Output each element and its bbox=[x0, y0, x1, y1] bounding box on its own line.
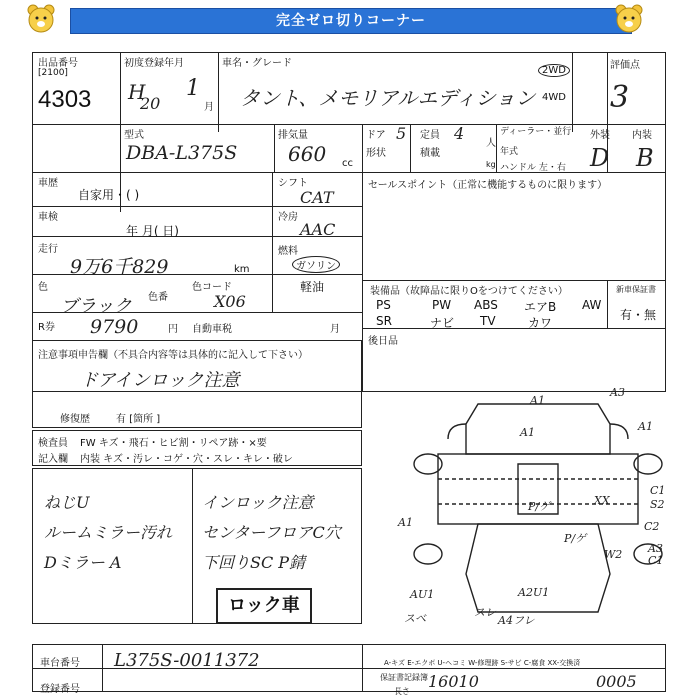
history-reg-value: 自家用・( ) bbox=[78, 188, 140, 202]
after-label: 後日品 bbox=[368, 336, 398, 347]
disp-value: 660 bbox=[288, 142, 327, 166]
diagram-label-p2: P/ゲ bbox=[564, 532, 587, 545]
lot-label: 出品番号 bbox=[38, 58, 78, 69]
load-unit: kg bbox=[486, 160, 496, 169]
shift-value: CAT bbox=[300, 188, 334, 207]
footer-val-1: 16010 bbox=[428, 672, 479, 691]
inspector-row2: 内装 キズ・汚レ・コゲ・穴・スレ・キレ・破レ bbox=[80, 454, 293, 465]
tax-label: 自動車税 bbox=[192, 324, 232, 335]
cert-label: 保証書記録簿 bbox=[380, 673, 428, 682]
inspection-value: 年 月( 日) bbox=[126, 224, 179, 238]
equip-airbag: エアB bbox=[524, 300, 557, 314]
remark-left-2: ルームミラー汚れ bbox=[44, 523, 173, 542]
equip-abs: ABS bbox=[474, 298, 498, 312]
chassis-value: L375S-0011372 bbox=[114, 650, 260, 671]
shape-label: 形状 bbox=[366, 148, 386, 159]
chassis-label: 車台番号 bbox=[40, 658, 80, 669]
color-label: 色 bbox=[38, 282, 48, 293]
inspector-label2: 記入欄 bbox=[38, 454, 68, 465]
remark-left-1: ねじU bbox=[44, 493, 90, 512]
repair-label: 修復歴 bbox=[60, 414, 90, 425]
int-value: B bbox=[636, 144, 654, 172]
diagram-label-a2u1: A2U1 bbox=[518, 586, 550, 599]
shift-label: シフト bbox=[278, 178, 308, 189]
repair-value: 有 [箇所 ] bbox=[116, 414, 161, 425]
year-label: 年式 bbox=[500, 147, 519, 157]
bear-mascot-icon bbox=[24, 3, 58, 37]
diagram-label-a1-left: A1 bbox=[398, 516, 413, 529]
disp-unit: cc bbox=[342, 158, 353, 169]
inspector-row1: FW キズ・飛石・ヒビ割・リペア跡・×要 bbox=[80, 438, 267, 449]
dealer-label: ディーラー・並行 bbox=[500, 127, 572, 137]
model-label: 車名・グレード bbox=[222, 58, 292, 69]
reg-year: 20 bbox=[140, 94, 161, 113]
mileage-value: 9万6千829 bbox=[70, 256, 169, 278]
mileage-unit: km bbox=[234, 264, 250, 275]
new-car-label: 新車保証書 bbox=[616, 285, 656, 294]
remark-right-1: インロック注意 bbox=[202, 493, 314, 512]
reg-month-unit: 月 bbox=[204, 102, 214, 113]
rating-label: 評価点 bbox=[610, 60, 640, 71]
diagram-label-c2: C2 bbox=[644, 520, 660, 533]
type-value: DBA-L375S bbox=[126, 142, 238, 164]
mileage-label: 走行 bbox=[38, 244, 58, 255]
reg-era: H bbox=[128, 80, 146, 104]
reg-label: 初度登録年月 bbox=[124, 58, 184, 69]
length-label: 長さ bbox=[394, 687, 410, 696]
rating-value: 3 bbox=[610, 80, 630, 115]
reg-no-label: 登録番号 bbox=[40, 684, 80, 695]
fuel-value: ガソリン bbox=[292, 256, 340, 273]
diagram-label-sube: スベ bbox=[404, 612, 426, 624]
diagram-label-au1: AU1 bbox=[410, 588, 435, 601]
tax-month-unit: 月 bbox=[330, 324, 340, 335]
color-no-label: 色番 bbox=[148, 292, 168, 303]
handle-label: ハンドル 左・右 bbox=[500, 163, 566, 173]
diagram-label-a3: A3 bbox=[648, 542, 663, 555]
drive-4wd: 4WD bbox=[542, 92, 566, 103]
history-reg-label: 車歴 bbox=[38, 178, 58, 189]
diagram-label-a4: A4フレ bbox=[498, 614, 535, 624]
int-label: 内装 bbox=[632, 130, 652, 141]
ext-label: 外装 bbox=[590, 130, 610, 141]
color-value: ブラック bbox=[60, 296, 132, 317]
sales-point-label: セールスポイント（正常に機能するものに限ります） bbox=[368, 180, 608, 191]
type-label: 型式 bbox=[124, 130, 144, 141]
diagram-label-p1: P/ゲ bbox=[528, 500, 551, 513]
equip-sr: SR bbox=[376, 314, 392, 328]
cap-label: 定員 bbox=[420, 130, 440, 141]
door-label: ドア bbox=[366, 130, 386, 141]
equip-aw: AW bbox=[582, 298, 602, 312]
load-label: 積載 bbox=[420, 148, 440, 159]
recycle-value: 9790 bbox=[90, 316, 139, 338]
ac-label: 冷房 bbox=[278, 212, 298, 223]
equipment-label: 装備品（故障品に限りOをつけてください） bbox=[370, 286, 568, 297]
cap-unit: 人 bbox=[486, 138, 496, 149]
diagram-label-a1-right: A1 bbox=[638, 420, 653, 433]
diagram-label-c1-rear: C1 bbox=[648, 554, 664, 567]
remark-left-3: Dミラー A bbox=[44, 553, 122, 572]
diagram-label-a3-top: A3 bbox=[610, 386, 625, 399]
inspector-label: 検査員 bbox=[38, 438, 68, 449]
notes-value: ドアインロック注意 bbox=[80, 370, 240, 391]
color-code-label: 色コード bbox=[192, 282, 232, 293]
equip-ps: PS bbox=[376, 298, 391, 312]
recycle-label: R券 bbox=[38, 322, 55, 333]
equip-tv: TV bbox=[480, 314, 496, 328]
lock-stamp: ロック車 bbox=[216, 588, 312, 624]
banner-title: 完全ゼロ切りコーナー bbox=[70, 8, 632, 34]
remark-right-3: 下回りSC P錆 bbox=[202, 553, 306, 572]
diagram-label-a1-top: A1 bbox=[530, 394, 545, 407]
equip-pw: PW bbox=[432, 298, 452, 312]
notes-label: 注意事項申告欄（不具合内容等は具体的に記入して下さい） bbox=[38, 350, 308, 361]
diagram-label-sure: スレ bbox=[474, 606, 496, 619]
cap-value: 4 bbox=[454, 124, 465, 143]
diagram-label-xx: XX bbox=[594, 494, 610, 507]
diagram-label-a1-hood: A1 bbox=[520, 426, 535, 439]
diagram-label-s2: S2 bbox=[650, 498, 665, 511]
inspection-label: 車検 bbox=[38, 212, 58, 223]
remark-right-2: センターフロアC穴 bbox=[202, 523, 341, 542]
ext-value: D bbox=[590, 144, 610, 172]
car-damage-diagram bbox=[378, 384, 668, 624]
drive-2wd: 2WD bbox=[538, 64, 570, 77]
fuel-alt: 軽油 bbox=[300, 280, 325, 294]
reg-month: 1 bbox=[186, 76, 200, 101]
new-car-value: 有・無 bbox=[620, 308, 657, 322]
bear-mascot-icon bbox=[612, 3, 646, 37]
door-value: 5 bbox=[396, 124, 407, 143]
lot-sub: [2100] bbox=[38, 68, 68, 78]
ac-value: AAC bbox=[300, 220, 336, 239]
equip-leather: カワ bbox=[528, 316, 553, 330]
model-value: タント、メモリアルエディション bbox=[240, 86, 536, 110]
disp-label: 排気量 bbox=[278, 130, 308, 141]
banner bbox=[0, 0, 700, 40]
equip-navi: ナビ bbox=[430, 316, 455, 330]
lot-number: 4303 bbox=[38, 86, 92, 113]
recycle-unit: 円 bbox=[168, 324, 178, 335]
color-code-value: X06 bbox=[214, 292, 246, 311]
damage-legend: A-キズ E-エクボ U-ヘコミ W-修理跡 S-サビ C-腐食 XX-交換済 bbox=[384, 659, 581, 667]
diagram-label-w2: W2 bbox=[604, 548, 623, 561]
diagram-label-c1: C1 bbox=[650, 484, 666, 497]
fuel-label: 燃料 bbox=[278, 246, 298, 257]
footer-val-2: 0005 bbox=[596, 672, 637, 691]
